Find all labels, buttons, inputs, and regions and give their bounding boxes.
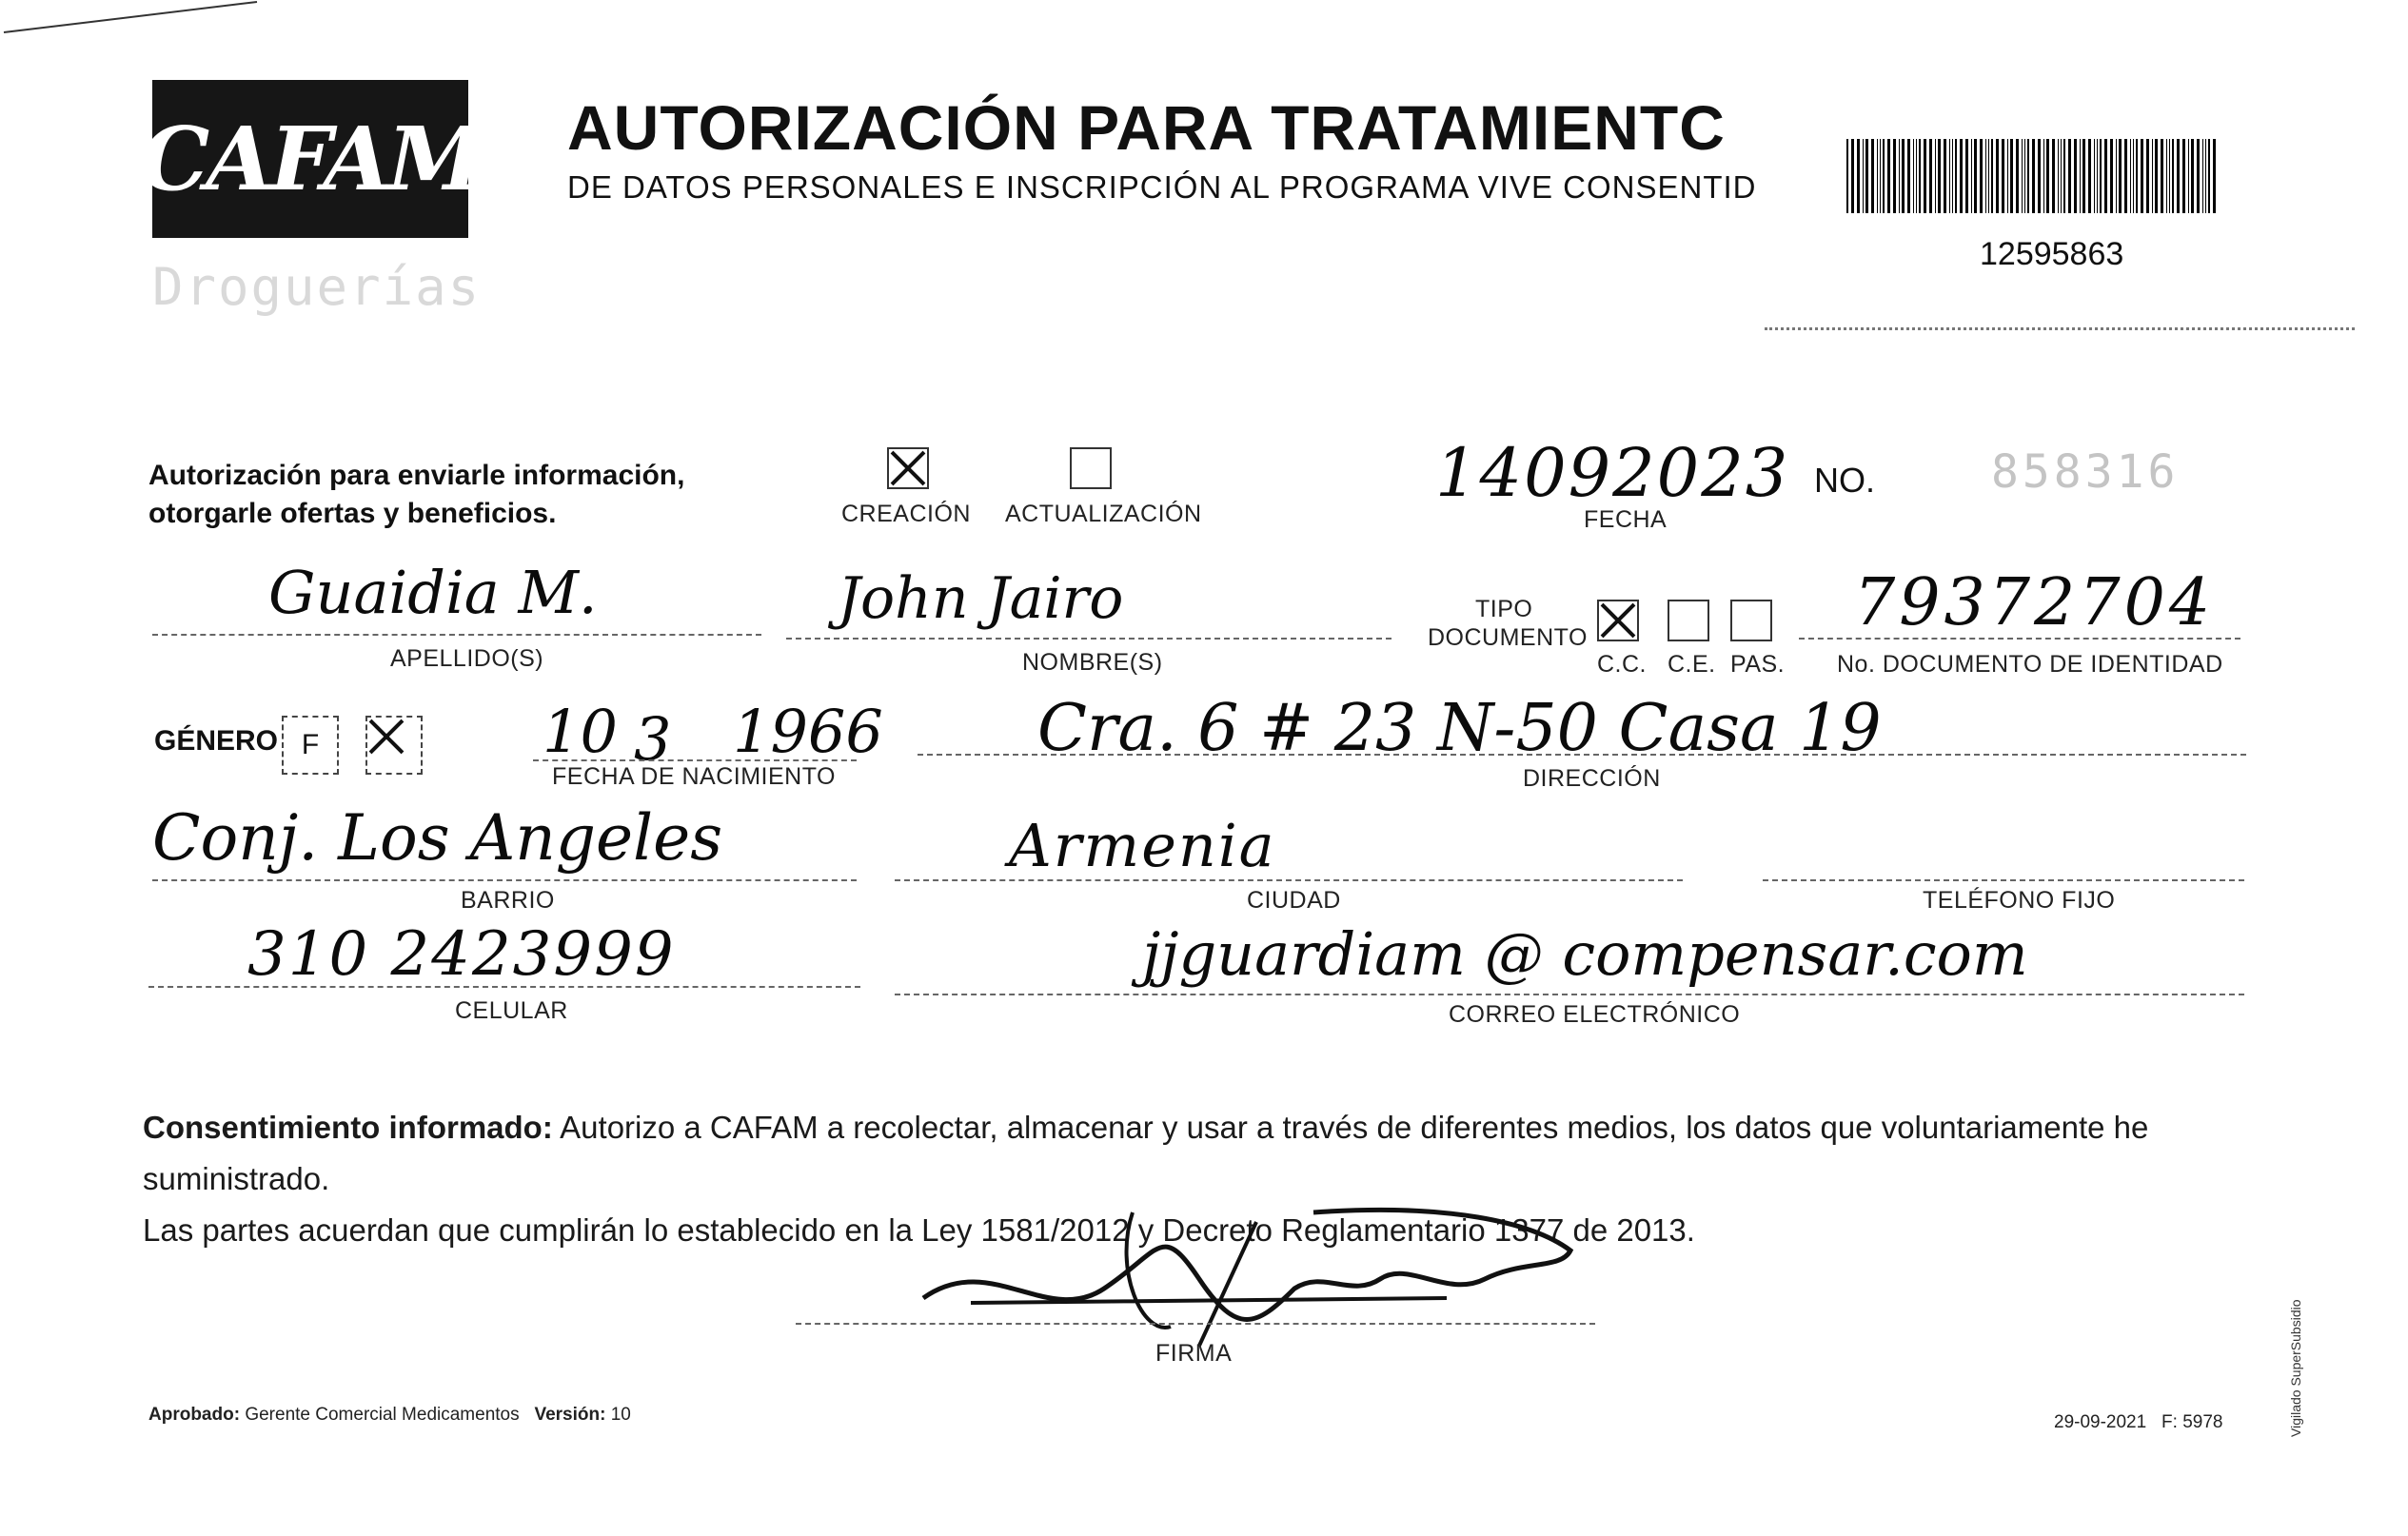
nacimiento-day[interactable]: 10 (543, 697, 618, 766)
barcode-bar (1955, 139, 1957, 213)
barcode-bar (2024, 139, 2025, 213)
consent-lead: Consentimiento informado: (143, 1110, 553, 1145)
genero-f-label: F (301, 729, 320, 760)
nacimiento-label: FECHA DE NACIMIENTO (552, 763, 836, 790)
barcode-bar (2205, 139, 2206, 213)
barcode-bar (1965, 139, 1968, 213)
correo-line (895, 994, 2244, 995)
barcode-bar (2002, 139, 2004, 213)
barcode-number: 12595863 (1980, 236, 2124, 272)
barrio-line (152, 879, 857, 881)
apellidos-line (152, 634, 761, 636)
ciudad-line (895, 879, 1683, 881)
barcode-bar (1863, 139, 1864, 213)
genero-m-box[interactable] (365, 716, 423, 775)
barcode-bar (2141, 139, 2143, 213)
ce-label: C.E. (1668, 651, 1716, 678)
footer-codes (2054, 1412, 2222, 1433)
barcode-bar (1919, 139, 1921, 213)
documento-value[interactable]: 79372704 (1854, 565, 2215, 640)
celular-line (148, 986, 860, 988)
footer-form-code: F: 5978 (2161, 1412, 2223, 1432)
version-value: 10 (610, 1405, 631, 1425)
barcode-bar (1887, 139, 1890, 213)
barcode-bar (1924, 139, 1926, 213)
barcode-bar (1907, 139, 1910, 213)
barcode-bar (1938, 139, 1941, 213)
barcode-bar (2097, 139, 2098, 213)
cafam-logo (140, 80, 481, 238)
barcode-bar (2061, 139, 2062, 213)
barcode-bar (1902, 139, 1905, 213)
barcode-bar (2088, 139, 2091, 213)
barcode-bar (2152, 139, 2153, 213)
barcode-bar (1929, 139, 1932, 213)
barcode-bar (2130, 139, 2131, 213)
barcode-bar (2182, 139, 2185, 213)
direccion-line (918, 754, 2246, 756)
cc-label: C.C. (1597, 651, 1647, 678)
barcode-bar (2046, 139, 2049, 213)
barcode-bar (1991, 139, 1993, 213)
barcode-bar (2032, 139, 2035, 213)
barcode-bar (1996, 139, 1999, 213)
barcode-bar (2119, 139, 2122, 213)
barcode-bar (2038, 139, 2041, 213)
firma-line (796, 1323, 1595, 1325)
barcode-bar (1913, 139, 1914, 213)
barcode-bar (2188, 139, 2189, 213)
barcode-bar (1899, 139, 1900, 213)
vigilado-text: Vigilado SuperSubsidio (2288, 1299, 2303, 1437)
authorization-label (148, 457, 758, 533)
barrio-value[interactable]: Conj. Los Angeles (152, 801, 723, 875)
barcode-bar (2063, 139, 2065, 213)
barcode-bar (1893, 139, 1896, 213)
form-title: AUTORIZACIÓN PARA TRATAMIENTC (567, 92, 1726, 163)
direccion-value[interactable]: Cra. 6 # 23 N-50 Casa 19 (1037, 691, 1882, 766)
barcode-bar (2169, 139, 2170, 213)
logo-subtext: Droguerías (152, 257, 482, 317)
ciudad-value[interactable]: Armenia (1009, 811, 1276, 880)
barcode-bar (1971, 139, 1972, 213)
barcode-bar (2197, 139, 2200, 213)
footer-date-code: 29-09-2021 (2054, 1412, 2147, 1432)
barcode-bar (1846, 139, 1848, 213)
barcode-bar (1974, 139, 1977, 213)
actualizacion-label: ACTUALIZACIÓN (1005, 501, 1202, 527)
barcode-bar (1871, 139, 1874, 213)
correo-value[interactable]: jjguardiam @ compensar.com (1142, 919, 2028, 989)
barcode-bar (2208, 139, 2210, 213)
barcode-bar (1857, 139, 1860, 213)
cc-checkbox[interactable] (1597, 600, 1639, 641)
telefono-label: TELÉFONO FIJO (1923, 887, 2116, 914)
barcode-bar (2202, 139, 2203, 213)
barcode-bar (2146, 139, 2149, 213)
barcode-bar (2161, 139, 2163, 213)
logo-text: CAFAM (140, 108, 481, 210)
barcode-bar (2110, 139, 2113, 213)
authorization-label-line1: Autorización para enviarle información, (148, 460, 685, 491)
aprobado-label: Aprobado: (148, 1405, 241, 1425)
form-number: 858316 (1991, 445, 2180, 499)
dotted-divider (1765, 327, 2355, 330)
documento-tipo-label: DOCUMENTO (1428, 624, 1588, 651)
celular-label: CELULAR (455, 997, 568, 1024)
barcode-bar (2191, 139, 2194, 213)
correo-label: CORREO ELECTRÓNICO (1449, 1001, 1741, 1028)
barcode-bar (2007, 139, 2008, 213)
barcode-bar (1952, 139, 1953, 213)
genero-label: GÉNERO (154, 725, 279, 757)
signature[interactable] (914, 1184, 1580, 1355)
nombres-label: NOMBRE(S) (1022, 649, 1163, 676)
nombres-line (786, 638, 1392, 640)
no-label: NO. (1814, 461, 1876, 500)
barcode-bar (2068, 139, 2071, 213)
version-label: Versión: (534, 1405, 606, 1425)
barcode-bar (1944, 139, 1946, 213)
aprobado-value: Gerente Comercial Medicamentos (245, 1405, 520, 1425)
barcode-bar (2177, 139, 2180, 213)
fecha-value[interactable]: 14092023 (1435, 434, 1790, 512)
barcode-bar (2166, 139, 2167, 213)
celular-value[interactable]: 310 2423999 (247, 919, 676, 990)
form-subtitle: DE DATOS PERSONALES E INSCRIPCIÓN AL PROGRAMA VIVE CONSENTID (567, 169, 1757, 205)
barcode-bar (1960, 139, 1963, 213)
barcode (1846, 139, 2218, 213)
barcode-bar (2043, 139, 2044, 213)
vigilado-vertical (2282, 1228, 2324, 1437)
pas-checkbox[interactable] (1730, 600, 1772, 641)
barcode-bar (1985, 139, 1986, 213)
barcode-bar (1935, 139, 1936, 213)
barcode-bar (2052, 139, 2055, 213)
barcode-bar (2116, 139, 2117, 213)
creacion-checkbox[interactable] (887, 447, 929, 489)
pas-label: PAS. (1730, 651, 1786, 678)
barcode-bar (1851, 139, 1854, 213)
barcode-bar (2010, 139, 2013, 213)
consent-text1: Autorizo a CAFAM a recolectar, almacenar y usar a través de diferentes medios, los datos que voluntariamente he suministrado. (143, 1110, 2149, 1196)
actualizacion-checkbox[interactable] (1070, 447, 1112, 489)
barcode-bar (2027, 139, 2029, 213)
barcode-bar (2094, 139, 2095, 213)
barcode-bar (2080, 139, 2081, 213)
barcode-bar (2136, 139, 2138, 213)
barcode-bar (2124, 139, 2127, 213)
nacimiento-line (533, 759, 857, 761)
direccion-label: DIRECCIÓN (1523, 765, 1661, 792)
barcode-bar (2016, 139, 2019, 213)
barcode-bar (2155, 139, 2158, 213)
tipo-label: TIPO (1475, 596, 1533, 622)
barcode-bar (1877, 139, 1878, 213)
barcode-bar (1980, 139, 1983, 213)
barcode-bar (1865, 139, 1868, 213)
authorization-label-line2: otorgarle ofertas y beneficios. (148, 498, 557, 529)
consent-line2: Las partes acuerdan que cumplirán lo establecido en la Ley 1581/2012 y Decreto Reglamentario 1377 de 2013. (143, 1212, 1695, 1248)
barcode-bar (2172, 139, 2174, 213)
barcode-bar (2100, 139, 2102, 213)
apellidos-label: APELLIDO(S) (390, 645, 544, 672)
barcode-bar (2074, 139, 2077, 213)
footer-approval (148, 1405, 631, 1426)
barrio-label: BARRIO (461, 887, 555, 914)
scan-mark (0, 0, 266, 38)
barcode-bar (1916, 139, 1917, 213)
apellidos-value[interactable]: Guaidia M. (268, 558, 598, 627)
barcode-bar (1880, 139, 1881, 213)
nacimiento-year[interactable]: 1966 (733, 697, 883, 766)
genero-f-box[interactable] (282, 716, 339, 775)
barcode-bar (1949, 139, 1950, 213)
nombres-value[interactable]: John Jairo (838, 565, 1124, 632)
barcode-bar (2082, 139, 2085, 213)
fecha-label: FECHA (1584, 506, 1668, 533)
telefono-line (1763, 879, 2244, 881)
ciudad-label: CIUDAD (1247, 887, 1341, 914)
barcode-bar (1883, 139, 1885, 213)
barcode-bar (2058, 139, 2059, 213)
documento-label: No. DOCUMENTO DE IDENTIDAD (1837, 651, 2223, 678)
barcode-bar (2104, 139, 2107, 213)
documento-line (1799, 638, 2240, 640)
nacimiento-month[interactable]: 3 (634, 704, 672, 774)
barcode-bar (1988, 139, 1989, 213)
creacion-label: CREACIÓN (841, 501, 971, 527)
firma-label: FIRMA (1155, 1340, 1233, 1367)
barcode-bar (2022, 139, 2023, 213)
ce-checkbox[interactable] (1668, 600, 1709, 641)
barcode-bar (2133, 139, 2134, 213)
barcode-bar (2213, 139, 2216, 213)
